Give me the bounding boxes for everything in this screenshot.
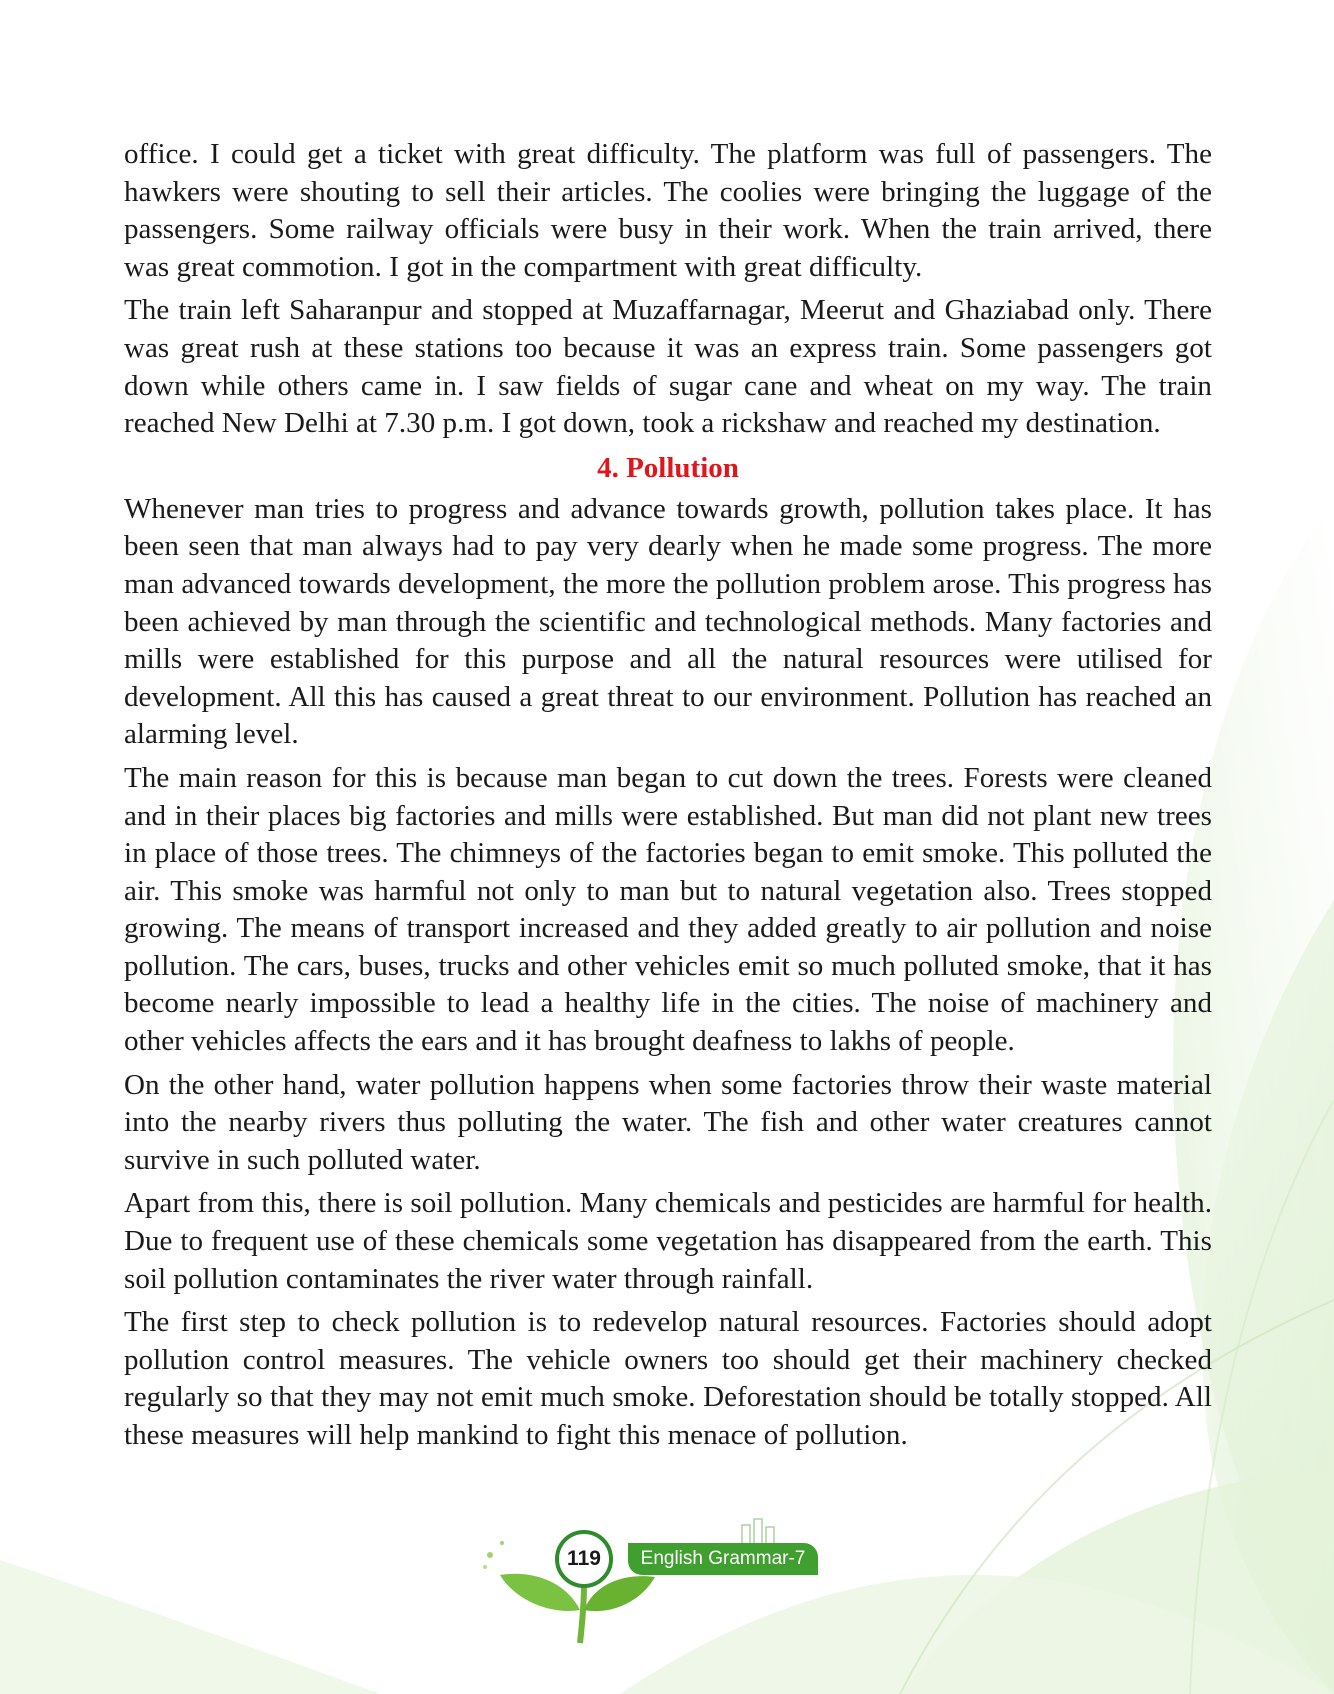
paragraph: The train left Saharanpur and stopped at Muzaffarnagar, Meerut and Ghaziabad only. There was great rush at these stations too because it was an express train. Some passengers got down while others came in. I saw fields of sugar cane and wheat on my way. The train reached New Delhi at 7.30 p.m. I got down, took a rickshaw and reached my destination. <box>124 294 1212 440</box>
paragraph: Apart from this, there is soil pollution. Many chemicals and pesticides are harmful for health. Due to frequent use of these chemicals some vegetation has disappeared from the earth. This soil pollution contaminates the river water through rainfall. <box>124 1187 1212 1295</box>
page-content <box>124 136 1212 1461</box>
section-heading: 4. Pollution <box>597 451 739 484</box>
book-title-label: English Grammar-7 <box>628 1543 818 1575</box>
plant-icon <box>480 1515 860 1645</box>
paragraph: On the other hand, water pollution happens when some factories throw their waste material into the nearby rivers thus polluting the water. The fish and other water creatures cannot survive in such polluted water. <box>124 1068 1212 1176</box>
paragraph: The first step to check pollution is to redevelop natural resources. Factories should adopt pollution control measures. The vehicle owners too should get their machinery checked regularly so that they may not emit much smoke. Deforestation should be totally stopped. All these measures will help mankind to fight this menace of pollution. <box>124 1306 1212 1451</box>
paragraph: Whenever man tries to progress and advance towards growth, pollution takes place. It has been seen that man always had to pay very dearly when he made some progress. The more man advanced towards development, the more the pollution problem arose. This progress has been achieved by man through the scientific and technological methods. Many factories and mills were established for this purpose and all the natural resources were utilised for development. All this has caused a great threat to our environment. Pollution has reached an alarming level. <box>124 492 1212 751</box>
paragraph: office. I could get a ticket with great difficulty. The platform was full of passengers. The hawkers were shouting to sell their articles. The coolies were bringing the luggage of the passengers. Some railway officials were busy in their work. When the train arrived, there was great commotion. I got in the compartment with great difficulty. <box>124 138 1212 283</box>
paragraph: The main reason for this is because man began to cut down the trees. Forests were cleaned and in their places big factories and mills were established. But man did not plant new trees in place of those trees. The chimneys of the factories began to emit smoke. This polluted the air. This smoke was harmful not only to man but to natural vegetation also. Trees stopped growing. The means of transport increased and they added greatly to air pollution and noise pollution. The cars, buses, trucks and other vehicles emit so much polluted smoke, that it has become nearly impossible to lead a healthy life in the cities. The noise of machinery and other vehicles affects the ears and it has brought deafness to lakhs of people. <box>124 761 1212 1058</box>
page-number: 119 <box>555 1530 613 1588</box>
page-footer <box>480 1515 860 1645</box>
